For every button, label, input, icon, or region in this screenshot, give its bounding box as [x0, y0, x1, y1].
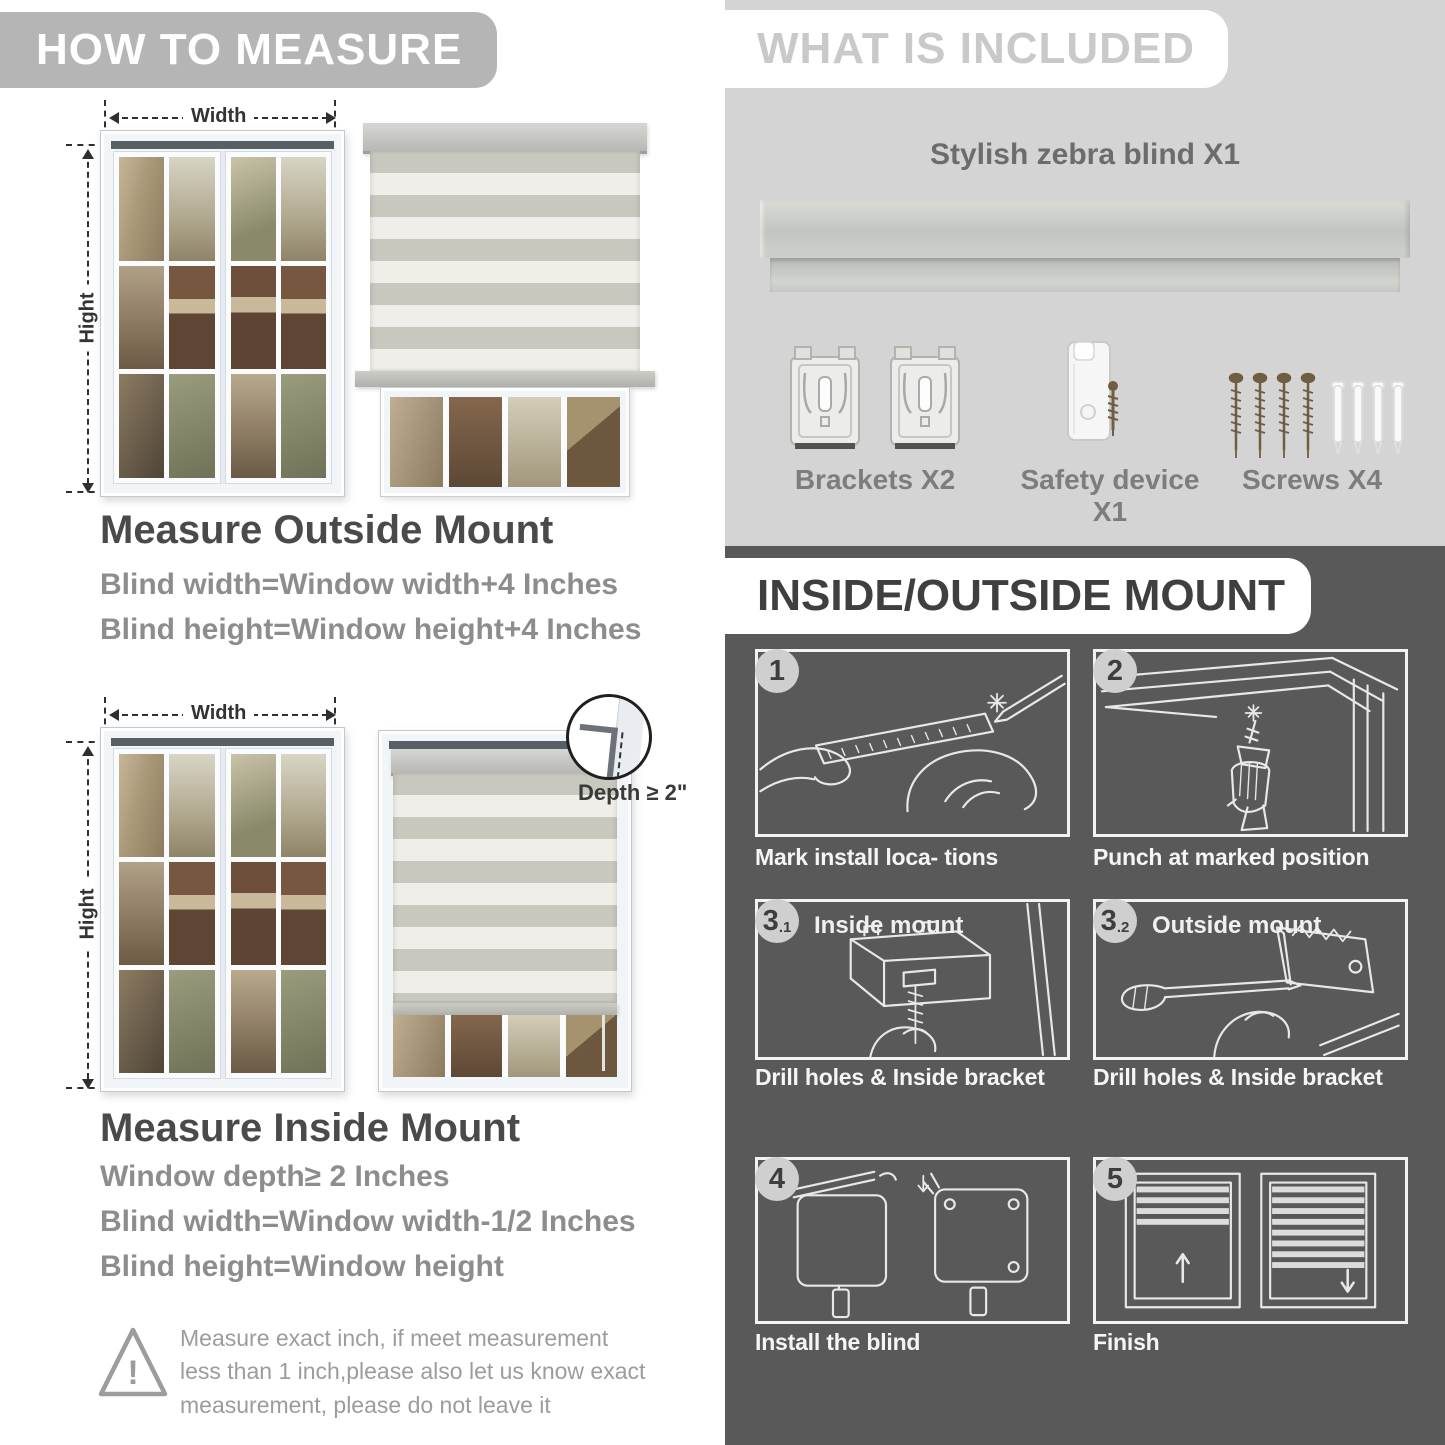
outside-mount-line1: Blind width=Window width+4 Inches: [100, 568, 619, 601]
step4-caption: Install the blind: [755, 1329, 921, 1355]
warning-exclamation: !: [127, 1354, 139, 1392]
height-arrowhead-bottom: [82, 1079, 94, 1095]
window-sash: [113, 748, 221, 1079]
width-label: Width: [183, 105, 254, 128]
step2-illustration: [1096, 652, 1405, 834]
window-pane: [393, 1015, 445, 1077]
window-pane: [119, 970, 164, 1073]
blind-wand: [602, 1015, 605, 1071]
zebra-blind-fabric: [370, 151, 640, 371]
blind-bottom-rail: [355, 371, 655, 387]
depth-label: Depth ≥ 2": [578, 780, 688, 805]
window-pane: [119, 862, 164, 965]
safety-device-label: Safety device X1: [1020, 464, 1200, 527]
step1-illustration: [758, 652, 1067, 834]
brackets-label: Brackets X2: [794, 464, 956, 495]
window-pane: [566, 1015, 618, 1077]
window-pane: [119, 374, 164, 478]
step-panel-3-2: [1093, 899, 1408, 1060]
step-number: 4: [768, 1162, 786, 1195]
window-pane: [281, 266, 326, 370]
step5-caption: Finish: [1093, 1329, 1160, 1355]
window-pane: [281, 754, 326, 857]
window-pane: [169, 970, 214, 1073]
step4-illustration: [758, 1160, 1067, 1321]
step-number: 5: [1106, 1162, 1124, 1195]
window-sash: [113, 151, 221, 484]
blind-bottom-rail: [393, 1003, 617, 1015]
window-pane: [169, 266, 214, 370]
window-pane: [231, 266, 276, 370]
step-number: 3: [762, 904, 779, 937]
step-panel-1: [755, 649, 1070, 837]
width-arrowhead-right: [326, 112, 342, 124]
outside-mount-title: Measure Outside Mount: [100, 508, 554, 552]
depth-callout-icon: [566, 694, 652, 780]
step5-illustration: [1096, 1160, 1405, 1321]
window-pane: [231, 157, 276, 261]
window-pane: [567, 397, 620, 487]
blind-headrail: [760, 200, 1410, 258]
step-panel-3-1: [755, 899, 1070, 1060]
step-number: 1: [768, 654, 786, 687]
step-number-badge: [755, 1157, 799, 1201]
warning-icon: [95, 1322, 171, 1406]
window-photo: [100, 130, 345, 497]
screws-icon: [1222, 370, 1322, 464]
window-pane: [281, 862, 326, 965]
inside-mount-line3: Blind height=Window height: [100, 1250, 504, 1283]
outside-mount-panel-label: Outside mount: [1152, 912, 1322, 939]
window-top-strip: [111, 738, 334, 746]
what-is-included-section: [725, 0, 1445, 546]
step3-2-caption: Drill holes & Inside bracket: [1093, 1064, 1383, 1090]
inside-mount-panel-label: Inside mount: [814, 912, 964, 939]
step-number: 3: [1100, 904, 1117, 937]
window-pane: [231, 862, 276, 965]
outside-mount-line2: Blind height=Window height+4 Inches: [100, 613, 642, 646]
window-pane: [231, 374, 276, 478]
window-pane: [281, 970, 326, 1073]
inside-mount-line1: Window depth≥ 2 Inches: [100, 1160, 450, 1193]
step1-caption: Mark install loca- tions: [755, 844, 999, 870]
warning-text: Measure exact inch, if meet measurement less than 1 inch,please also let us know exact measurement, please do not leave it: [180, 1325, 646, 1418]
window-pane: [119, 157, 164, 261]
window-pane: [119, 266, 164, 370]
how-to-measure-header: HOW TO MEASURE: [0, 12, 497, 88]
bracket-icon: [785, 343, 865, 457]
window-pane: [119, 754, 164, 857]
mount-instructions-section: [725, 546, 1445, 1445]
width-arrowhead-right: [326, 709, 342, 721]
blind-cassette: [363, 123, 647, 154]
window-pane: [449, 397, 502, 487]
height-arrowhead-top: [82, 740, 94, 756]
inside-mount-line2: Blind width=Window width-1/2 Inches: [100, 1205, 636, 1238]
width-arrowhead-left: [103, 112, 119, 124]
window-photo: [100, 727, 345, 1092]
window-pane: [169, 374, 214, 478]
how-to-measure-column: [0, 0, 722, 1445]
step-panel-5: [1093, 1157, 1408, 1324]
callout-frame-corner: [574, 724, 618, 780]
blind-headrail-lip: [770, 258, 1400, 292]
zebra-blind-label: Stylish zebra blind X1: [929, 138, 1241, 171]
height-label: Hight: [77, 284, 100, 351]
step-number-badge: [755, 649, 799, 693]
window-pane: [508, 397, 561, 487]
window-pane: [281, 157, 326, 261]
screw-icon: [1105, 380, 1121, 438]
height-label: Hight: [77, 880, 100, 947]
window-pane: [231, 754, 276, 857]
wall-anchors-icon: [1328, 374, 1408, 460]
height-arrowhead-bottom: [82, 483, 94, 499]
window-pane: [451, 1015, 503, 1077]
screws-label: Screws X4: [1241, 464, 1383, 495]
step2-caption: Punch at marked position: [1093, 844, 1370, 870]
step-subnumber: .2: [1116, 918, 1130, 936]
zebra-blind-fabric: [393, 773, 617, 1003]
window-below-blind: [380, 387, 630, 497]
height-arrowhead-top: [82, 143, 94, 159]
what-is-included-header: WHAT IS INCLUDED: [725, 10, 1228, 88]
window-pane: [390, 397, 443, 487]
mount-section-header: INSIDE/OUTSIDE MOUNT: [725, 558, 1311, 634]
window-pane: [281, 374, 326, 478]
window-pane: [169, 754, 214, 857]
window-below-blind: [393, 1015, 617, 1077]
step-number-badge: [1093, 649, 1137, 693]
window-pane: [169, 157, 214, 261]
step3-1-caption: Drill holes & Inside bracket: [755, 1064, 1045, 1090]
window-sash: [225, 748, 333, 1079]
window-pane: [169, 862, 214, 965]
width-label: Width: [183, 702, 254, 725]
step-number-badge: [1093, 899, 1137, 943]
window-top-strip: [111, 141, 334, 149]
width-arrowhead-left: [103, 709, 119, 721]
step-number: 2: [1106, 654, 1124, 687]
inside-mount-title: Measure Inside Mount: [100, 1106, 521, 1150]
step-number-badge: [755, 899, 799, 943]
step-panel-2: [1093, 649, 1408, 837]
window-pane: [508, 1015, 560, 1077]
step-number-badge: [1093, 1157, 1137, 1201]
step-subnumber: .1: [778, 918, 792, 936]
window-sash: [225, 151, 333, 484]
step-panel-4: [755, 1157, 1070, 1324]
window-pane: [231, 970, 276, 1073]
bracket-icon: [885, 343, 965, 457]
